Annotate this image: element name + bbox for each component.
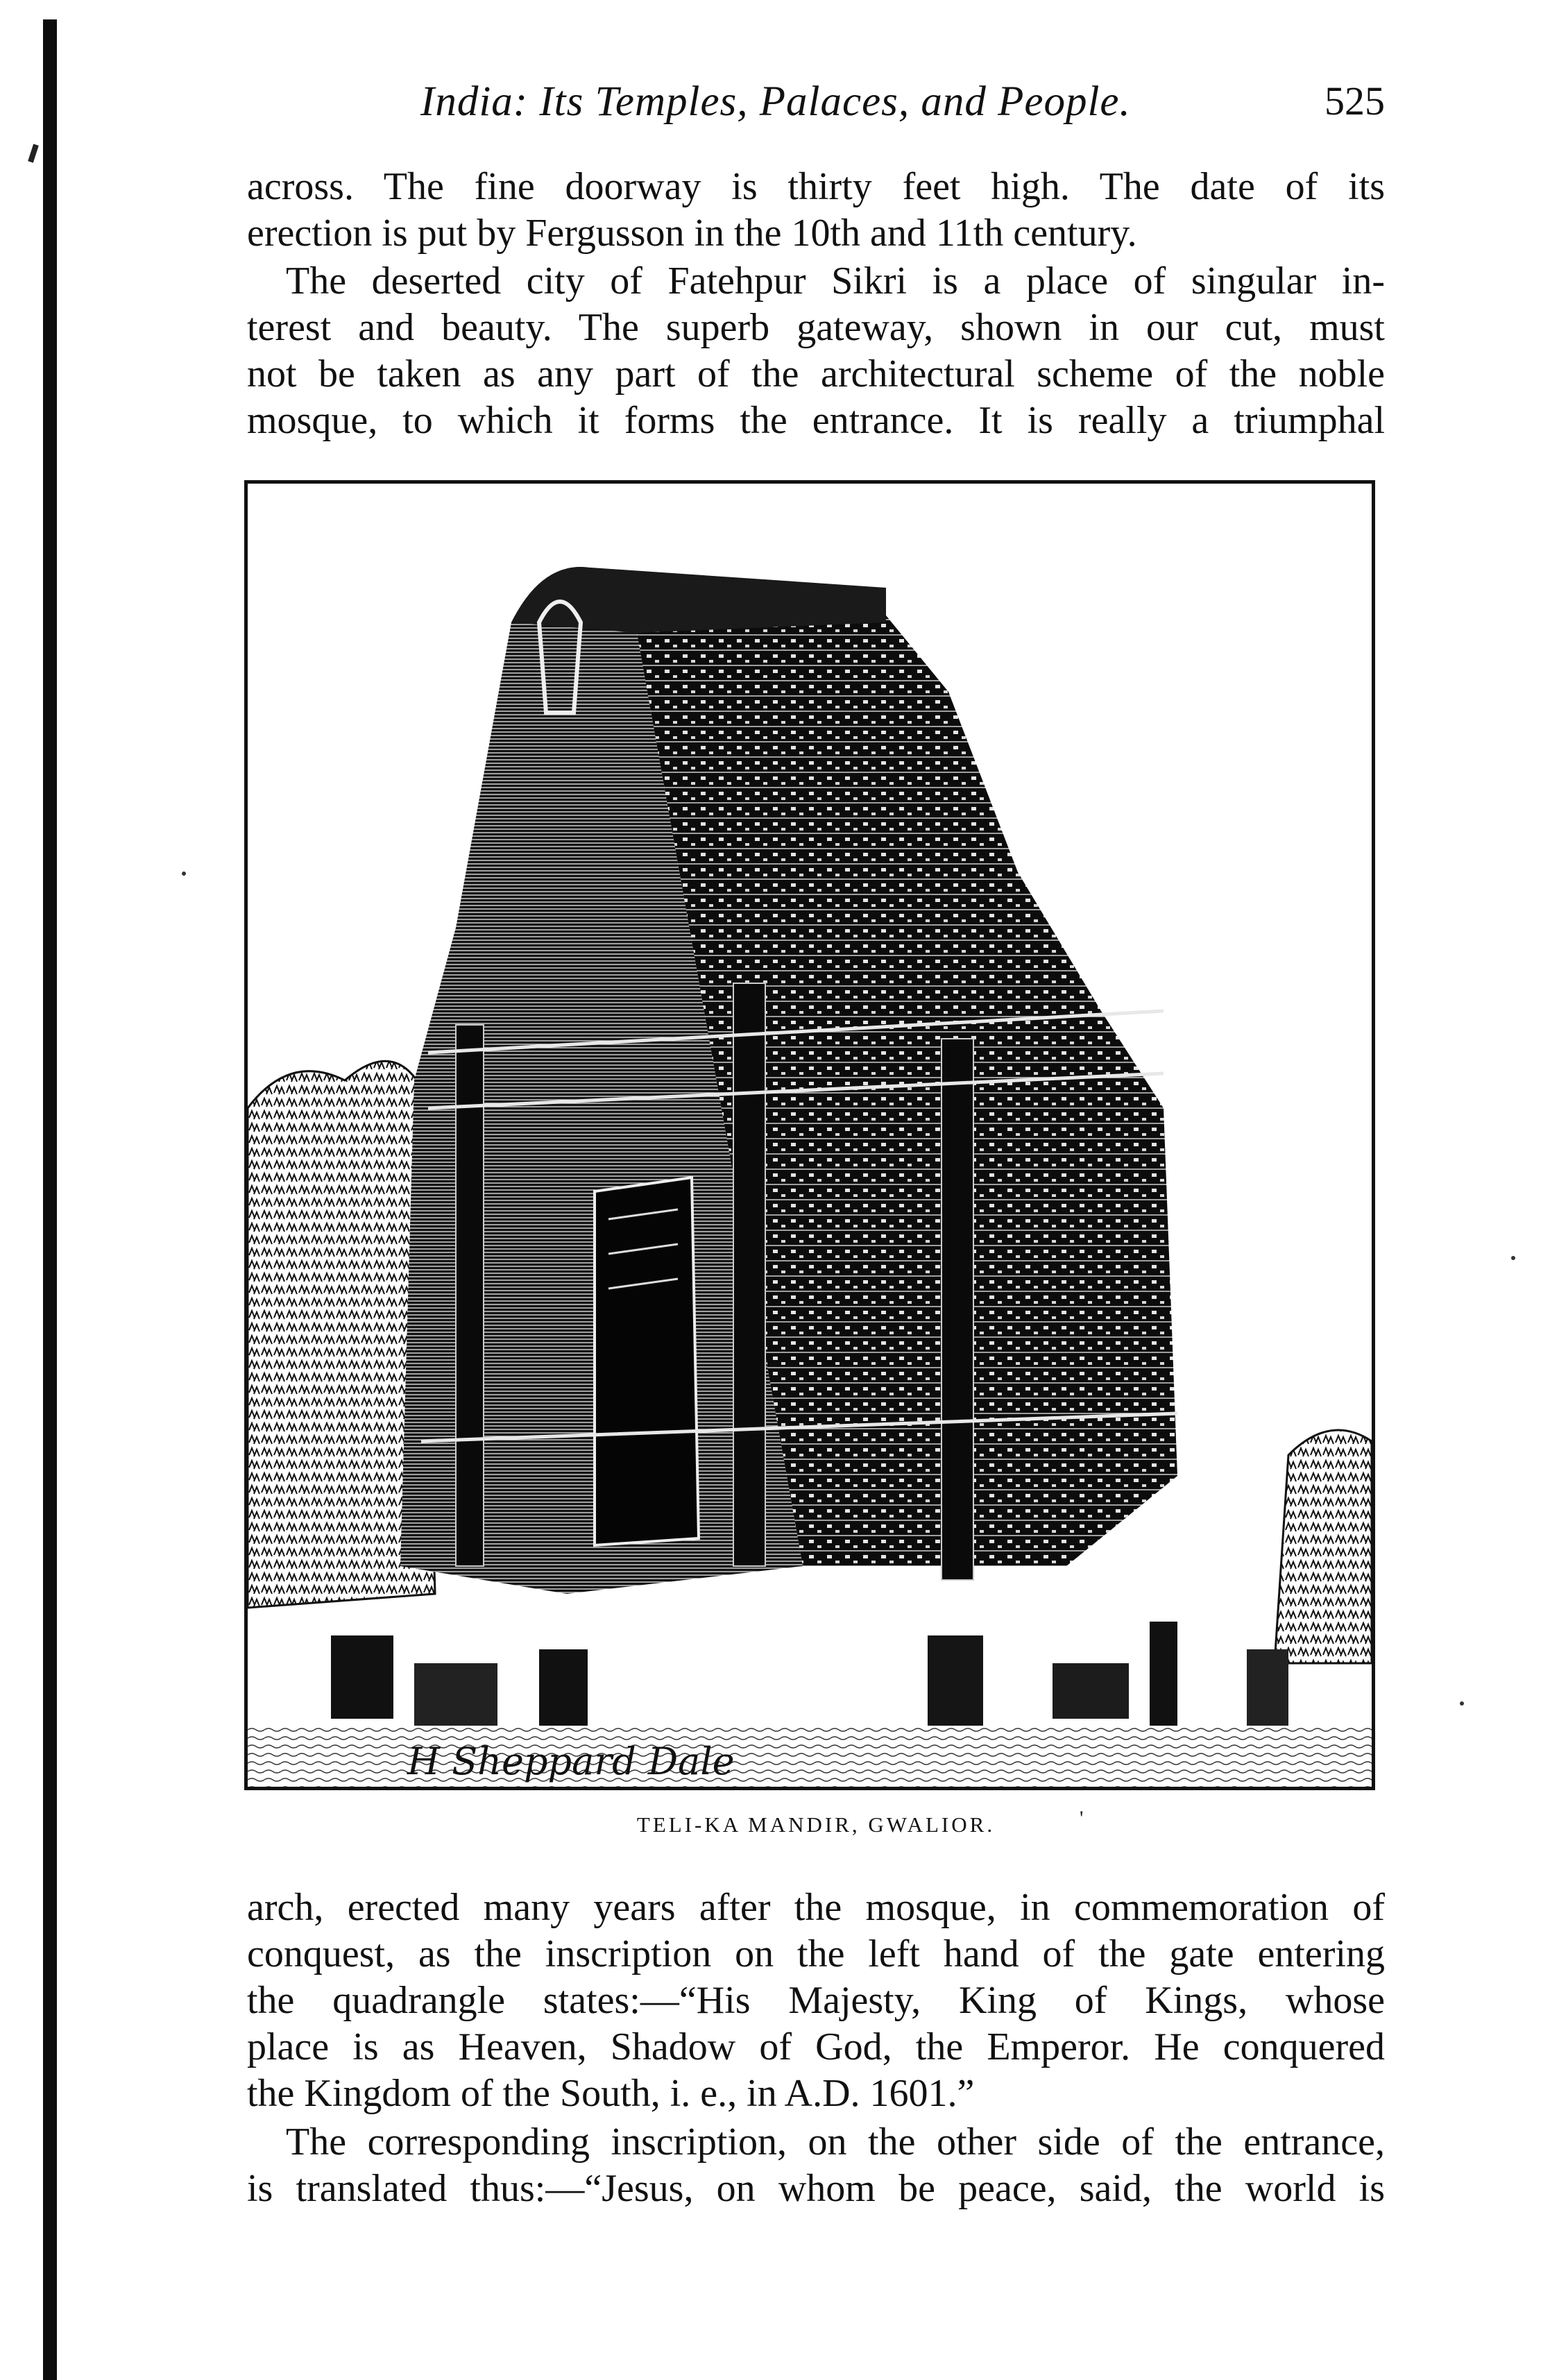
book-spine-shadow	[43, 19, 57, 2380]
paragraph-1	[247, 164, 1385, 257]
scan-speck	[28, 144, 39, 162]
text-line: not be taken as any part of the architectural scheme of the noble	[247, 352, 1385, 396]
figure-caption: TELI-KA MANDIR, GWALIOR.	[636, 1812, 996, 1837]
text-line: conquest, as the inscription on the left hand of the gate entering	[247, 1932, 1385, 1975]
paragraph-3	[247, 1885, 1385, 2117]
text-line: erection is put by Fergusson in the 10th and 11th century.	[247, 212, 1137, 255]
stray-mark: '	[1080, 1807, 1084, 1830]
page-number: 525	[1324, 78, 1385, 124]
scan-dot	[1511, 1256, 1515, 1260]
running-title: India: Its Temples, Palaces, and People.	[420, 78, 1131, 125]
text-line: across. The fine doorway is thirty feet high. The date of its	[247, 165, 1385, 208]
text-line: arch, erected many years after the mosque, in commemoration of	[247, 1886, 1385, 1929]
paragraph-2	[247, 258, 1385, 444]
text-line: mosque, to which it forms the entrance. It is really a triumphal	[247, 399, 1385, 442]
text-line: is translated thus:—“Jesus, on whom be peace, said, the world is	[247, 2167, 1385, 2210]
scan-dot	[1460, 1701, 1464, 1706]
text-line: the quadrangle states:—“His Majesty, King of Kings, whose	[247, 1979, 1385, 2022]
text-line: terest and beauty. The superb gateway, shown in our cut, must	[247, 306, 1385, 349]
running-head	[247, 78, 1385, 140]
engraving-illustration	[248, 484, 1372, 1787]
paragraph-4	[247, 2119, 1385, 2212]
text-line: the Kingdom of the South, i. e., in A.D. 1601.”	[247, 2072, 975, 2115]
text-line: The corresponding inscription, on the other side of the entrance,	[286, 2120, 1385, 2164]
temple-engraving	[244, 480, 1375, 1790]
text-line: place is as Heaven, Shadow of God, the Emperor. He conquered	[247, 2025, 1385, 2068]
text-line: The deserted city of Fatehpur Sikri is a place of singular in-	[286, 260, 1385, 303]
scan-dot	[182, 872, 186, 876]
artist-signature: H Sheppard Dale	[407, 1740, 735, 1783]
